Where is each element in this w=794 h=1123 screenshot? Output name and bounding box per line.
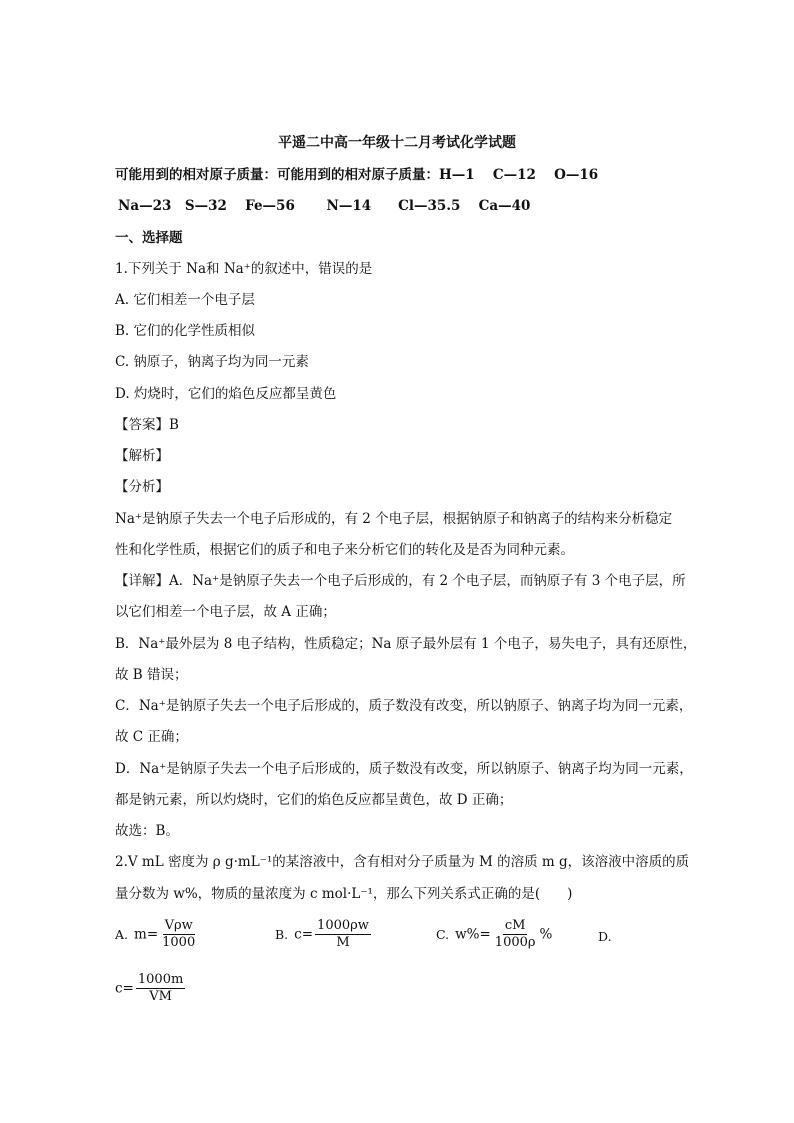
fraction bbox=[160, 918, 197, 951]
fraction bbox=[493, 918, 538, 951]
fraction-numerator: cM bbox=[504, 918, 526, 933]
fenxi-text-line: 性和化学性质，根据它们的质子和电子来分析它们的转化及是否为同种元素。 bbox=[115, 542, 574, 558]
detail-text-line: 【详解】A．Na⁺是钠原子失去一个电子后形成的，有 2 个电子层，而钠原子有 3 个电子层，所 bbox=[115, 573, 686, 589]
question-2-option-a bbox=[115, 918, 199, 951]
detail-text-line: C．Na⁺是钠原子失去一个电子后形成的，质子数没有改变，所以钠原子、钠离子均为同一元素， bbox=[115, 698, 693, 714]
formula-tail: % bbox=[539, 926, 553, 943]
fenxi-text-line: Na⁺是钠原子失去一个电子后形成的，有 2 个电子层，根据钠原子和钠离子的结构来分析稳定 bbox=[115, 511, 673, 527]
question-2-stem-line: 2.V mL 密度为 ρ g·mL⁻¹的某溶液中，含有相对分子质量为 M 的溶质 m g，该溶液中溶质的质 bbox=[115, 854, 690, 870]
question-1-stem: 1.下列关于 Na和 Na⁺的叙述中，错误的是 bbox=[115, 261, 373, 277]
option-label: B. bbox=[275, 927, 289, 942]
formula-lhs: c= bbox=[294, 926, 314, 943]
question-2-option-d bbox=[115, 972, 187, 1005]
fraction-denominator: 1000 bbox=[162, 935, 196, 950]
atomic-masses-line-2: Na—23 S—32 Fe—56 N—14 Cl—35.5 Ca—40 bbox=[118, 198, 531, 214]
question-2-stem-line: 量分数为 w%，物质的量浓度为 c mol·L⁻¹，那么下列关系式正确的是( ) bbox=[115, 886, 573, 902]
question-1-option-b: B. 它们的化学性质相似 bbox=[115, 323, 256, 339]
detail-text-line: 以它们相差一个电子层，故 A 正确； bbox=[115, 604, 336, 620]
question-1-option-a: A. 它们相差一个电子层 bbox=[115, 292, 255, 308]
question-1-option-d: D. 灼烧时，它们的焰色反应都呈黄色 bbox=[115, 386, 337, 402]
question-2-option-d-label bbox=[598, 928, 618, 944]
option-label: C. bbox=[436, 927, 450, 942]
detail-text-line: 故 C 正确； bbox=[115, 729, 188, 745]
fraction-numerator: Vρw bbox=[164, 918, 193, 933]
fraction bbox=[136, 972, 185, 1005]
fenxi-heading: 【分析】 bbox=[115, 479, 169, 495]
detail-text-line: 都是钠元素，所以灼烧时，它们的焰色反应都呈黄色，故 D 正确； bbox=[115, 792, 513, 808]
fraction bbox=[315, 918, 371, 951]
detail-text-line: D．Na⁺是钠原子失去一个电子后形成的，质子数没有改变，所以钠原子、钠离子均为同一元素， bbox=[115, 761, 693, 777]
analysis-heading: 【解析】 bbox=[115, 448, 169, 464]
question-2-option-b bbox=[275, 918, 373, 951]
conclusion-line: 故选：B。 bbox=[115, 823, 179, 839]
answer-line: 【答案】B bbox=[115, 417, 179, 433]
question-1-option-c: C. 钠原子，钠离子均为同一元素 bbox=[115, 354, 309, 370]
formula-lhs: c= bbox=[115, 980, 134, 997]
fraction-denominator: VM bbox=[149, 989, 172, 1004]
fraction-denominator: M bbox=[336, 935, 350, 950]
option-label: D. bbox=[598, 929, 612, 944]
page-title: 平遥二中高一年级十二月考试化学试题 bbox=[278, 135, 516, 151]
detail-text-line: 故 B 错误； bbox=[115, 667, 188, 683]
fraction-numerator: 1000m bbox=[137, 972, 184, 987]
fraction-denominator: 1000ρ bbox=[494, 935, 536, 950]
question-2-option-c bbox=[436, 918, 552, 951]
formula-lhs: m= bbox=[134, 926, 159, 943]
section-heading: 一、选择题 bbox=[115, 230, 183, 246]
atomic-masses-line-1: 可能用到的相对原子质量：可能用到的相对原子质量：H—1 C—12 O—16 bbox=[115, 167, 599, 183]
fraction-numerator: 1000ρw bbox=[317, 918, 369, 933]
option-label: A. bbox=[115, 927, 129, 942]
detail-text-line: B．Na⁺最外层为 8 电子结构，性质稳定；Na 原子最外层有 1 个电子，易失电子，具有还原性， bbox=[115, 636, 697, 652]
formula-lhs: w%= bbox=[455, 926, 491, 943]
